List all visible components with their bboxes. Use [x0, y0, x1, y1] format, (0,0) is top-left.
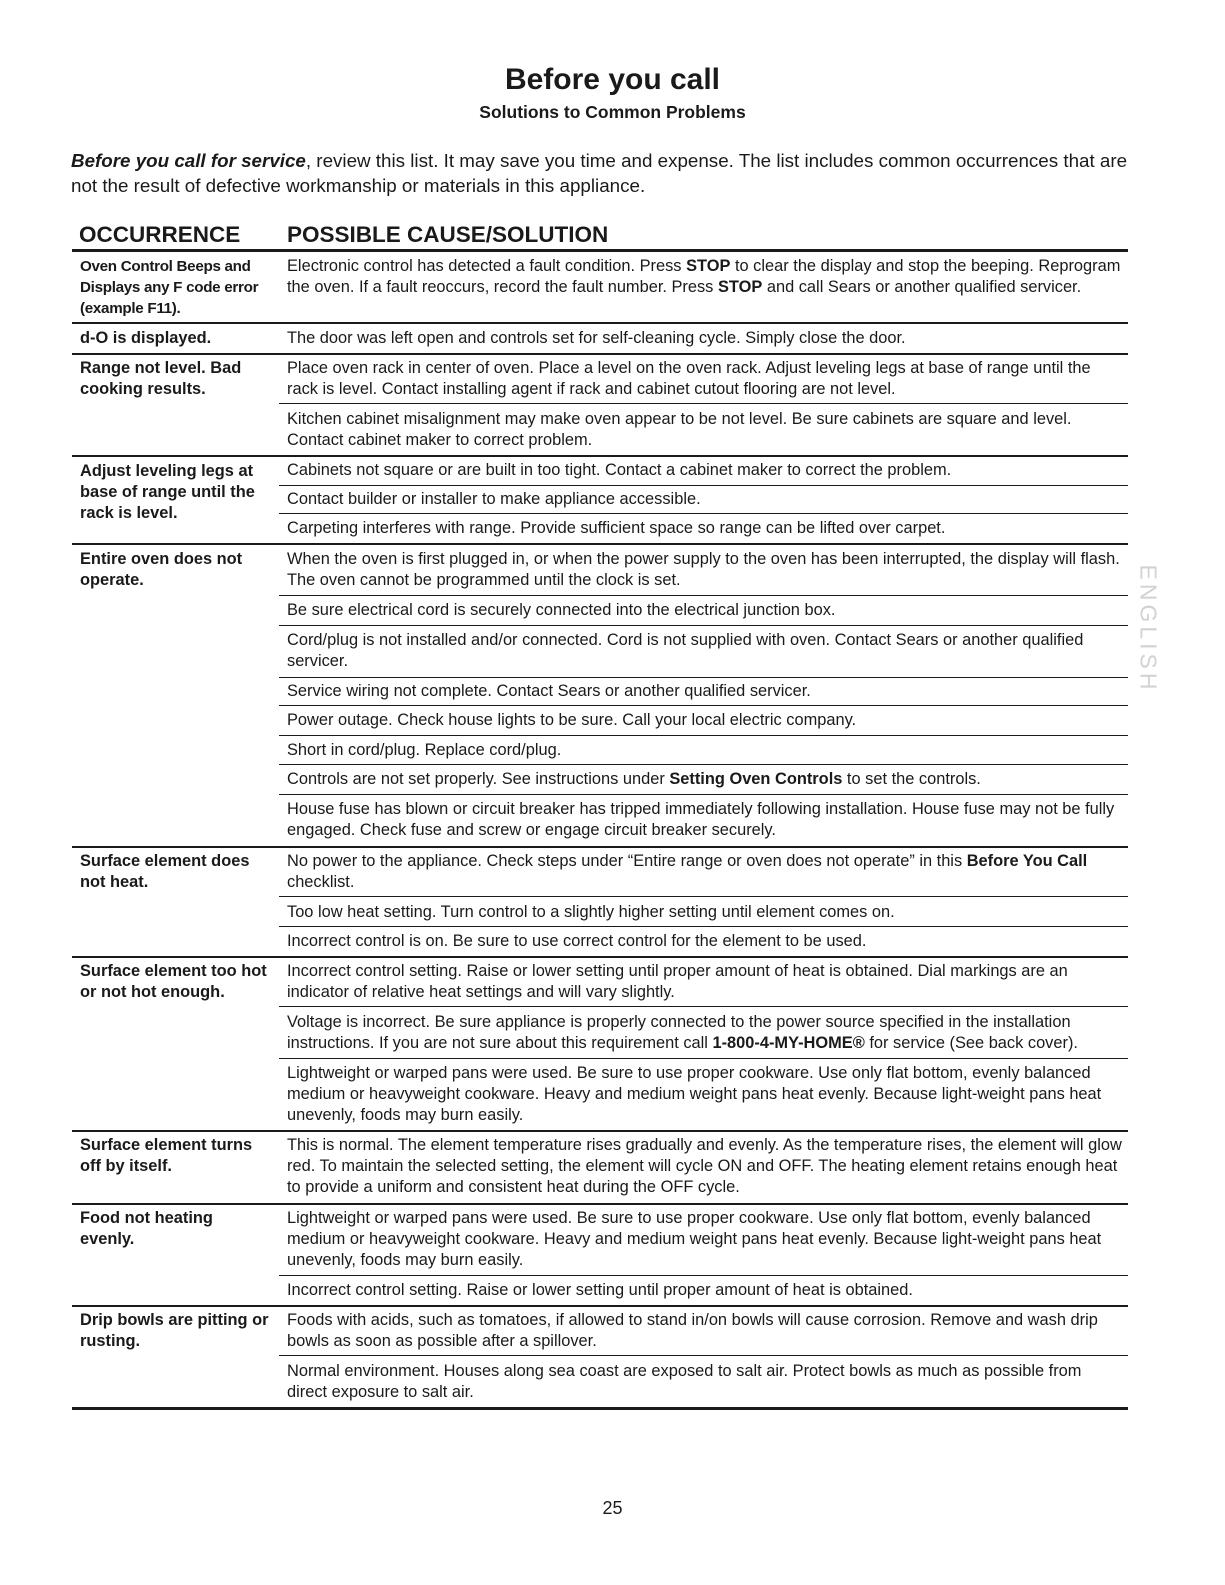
occurrence-label: Surface element turns off by itself. — [80, 1136, 253, 1175]
occurrence-label: Surface element does not heat. — [80, 852, 250, 891]
sub-row-divider — [279, 485, 1128, 486]
solution-text: When the oven is first plugged in, or when the power supply to the oven has been interrupted, the display will flash. The oven cannot be programmed until the clock is set. — [287, 550, 1120, 589]
intro-text: , review this list. It may save you time and expense. The list includes common occurrences that are not the result of defective workmanship or materials in this appliance. — [71, 150, 1128, 196]
occurrence-label: Surface element too hot or not hot enough. — [80, 962, 267, 1001]
occurrence-label: Entire oven does not operate. — [80, 550, 243, 589]
solution-text: Cabinets not square or are built in too tight. Contact a cabinet maker to correct the problem. — [287, 461, 952, 479]
sub-row-divider — [279, 1275, 1128, 1276]
sub-row-divider — [279, 705, 1128, 706]
solution-text: Incorrect control setting. Raise or lower setting until proper amount of heat is obtained. Dial markings are an indicator of relative heat settings and will vary slightly. — [287, 962, 1068, 1001]
solution-text: Lightweight or warped pans were used. Be sure to use proper cookware. Use only flat bottom, evenly balanced medium or heavyweight cookware. Heavy and medium weight pans heat evenly. Because light-weight pans heat unevenly, foods may burn easily. — [287, 1064, 1102, 1124]
sub-row-divider — [279, 764, 1128, 765]
intro-paragraph — [71, 148, 1141, 198]
page-subtitle: Solutions to Common Problems — [479, 102, 746, 122]
sub-row-divider — [279, 513, 1128, 514]
sub-row-divider — [279, 896, 1128, 897]
row-divider — [72, 353, 1128, 355]
row-divider — [72, 455, 1128, 457]
occurrence-label: Adjust leveling legs at base of range until the rack is level. — [80, 462, 255, 522]
sub-row-divider — [279, 403, 1128, 404]
solution-text: House fuse has blown or circuit breaker has tripped immediately following installation. House fuse may not be fully engaged. Check fuse and screw or engage circuit breaker securely. — [287, 800, 1115, 839]
solution-text: Be sure electrical cord is securely connected into the electrical junction box. — [287, 601, 836, 619]
sub-row-divider — [279, 1006, 1128, 1007]
page-title: Before you call — [504, 63, 721, 96]
header-rule — [72, 249, 1128, 252]
solution-text: Electronic control has detected a fault condition. Press STOP to clear the display and stop the beeping. Reprogram the oven. If a fault reoccurs, record the fault number. Press STOP and call Sears or another qualified servicer. — [287, 257, 1121, 296]
solution-text: Cord/plug is not installed and/or connected. Cord is not supplied with oven. Contact Sears or another qualified servicer. — [287, 631, 1084, 670]
solution-text: Kitchen cabinet misalignment may make oven appear to be not level. Be sure cabinets are square and level. Contact cabinet maker to correct problem. — [287, 410, 1072, 449]
solution-text: Normal environment. Houses along sea coast are exposed to salt air. Protect bowls as much as possible from direct exposure to salt air. — [287, 1362, 1082, 1401]
sub-row-divider — [279, 735, 1128, 736]
sub-row-divider — [279, 677, 1128, 678]
sub-row-divider — [279, 595, 1128, 596]
solution-text: Place oven rack in center of oven. Place a level on the oven rack. Adjust leveling legs at base of range until the rack is level. Contact installing agent if rack and cabinet cutout flooring are not level. — [287, 359, 1091, 398]
occurrence-label: Food not heating evenly. — [80, 1209, 213, 1248]
row-divider — [72, 846, 1128, 848]
solution-text: The door was left open and controls set for self-cleaning cycle. Simply close the door. — [287, 329, 906, 347]
solution-column-header: POSSIBLE CAUSE/SOLUTION — [287, 222, 609, 247]
solution-text: Service wiring not complete. Contact Sears or another qualified servicer. — [287, 682, 811, 700]
page-number: 25 — [602, 1498, 623, 1518]
solution-text: Too low heat setting. Turn control to a slightly higher setting until element comes on. — [287, 903, 895, 921]
solution-text: No power to the appliance. Check steps under “Entire range or oven does not operate” in this Before You Call checklist. — [287, 852, 1088, 891]
sub-row-divider — [279, 625, 1128, 626]
language-tab-label: ENGLISH — [1135, 564, 1162, 694]
intro-lead: Before you call for service — [71, 150, 306, 171]
sub-row-divider — [279, 794, 1128, 795]
language-tab — [1132, 564, 1164, 694]
occurrence-label: Range not level. Bad cooking results. — [80, 359, 242, 398]
solution-text: Short in cord/plug. Replace cord/plug. — [287, 741, 562, 759]
solution-text: Incorrect control is on. Be sure to use correct control for the element to be used. — [287, 932, 867, 950]
solution-text: Carpeting interferes with range. Provide sufficient space so range can be lifted over carpet. — [287, 519, 946, 537]
sub-row-divider — [279, 1355, 1128, 1356]
sub-row-divider — [279, 926, 1128, 927]
row-divider — [72, 543, 1128, 545]
solution-text: Voltage is incorrect. Be sure appliance is properly connected to the power source specified in the installation instructions. If you are not sure about this requirement call 1-800-4-MY-HOME® for service (See back cover). — [287, 1013, 1078, 1052]
row-divider — [72, 956, 1128, 958]
solution-text: Contact builder or installer to make appliance accessible. — [287, 490, 701, 508]
occurrence-label: Oven Control Beeps and Displays any F code error (example F11). — [80, 258, 259, 317]
solution-text: Controls are not set properly. See instructions under Setting Oven Controls to set the controls. — [287, 770, 981, 788]
occurrence-column-header: OCCURRENCE — [79, 222, 241, 247]
solution-text: Lightweight or warped pans were used. Be sure to use proper cookware. Use only flat bottom, evenly balanced medium or heavyweight cookware. Heavy and medium weight pans heat evenly. Because light-weight pans heat unevenly, foods may burn easily. — [287, 1209, 1102, 1269]
table-bottom-rule — [72, 1407, 1128, 1410]
row-divider — [72, 1305, 1128, 1307]
occurrence-label: Drip bowls are pitting or rusting. — [80, 1311, 269, 1350]
solution-text: This is normal. The element temperature rises gradually and evenly. As the temperature rises, the element will glow red. To maintain the selected setting, the element will cycle ON and OFF. The heating element retains enough heat to provide a uniform and consistent heat during the OFF cycle. — [287, 1136, 1122, 1196]
solution-text: Incorrect control setting. Raise or lower setting until proper amount of heat is obtained. — [287, 1281, 913, 1299]
solution-text: Power outage. Check house lights to be sure. Call your local electric company. — [287, 711, 857, 729]
row-divider — [72, 1130, 1128, 1132]
solution-text: Foods with acids, such as tomatoes, if allowed to stand in/on bowls will cause corrosion. Remove and wash drip bowls as soon as possible after a spillover. — [287, 1311, 1098, 1350]
row-divider — [72, 322, 1128, 324]
sub-row-divider — [279, 1058, 1128, 1059]
row-divider — [72, 1203, 1128, 1205]
occurrence-label: d-O is displayed. — [80, 329, 212, 347]
